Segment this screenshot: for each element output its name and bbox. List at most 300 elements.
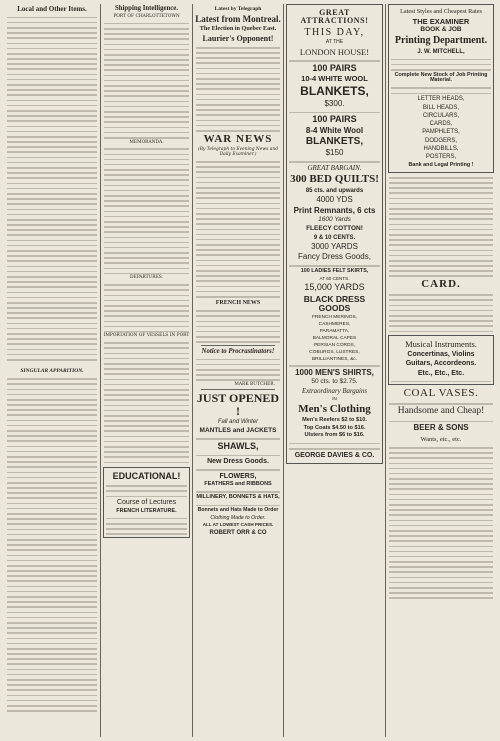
text-line bbox=[389, 520, 493, 522]
text-line bbox=[196, 469, 280, 471]
text-line bbox=[7, 68, 97, 70]
war-news-byline: (By Telegraph to Evening News and Daily Examiner.) bbox=[197, 147, 279, 158]
text-line bbox=[104, 373, 189, 375]
text-line bbox=[104, 23, 189, 25]
text-line bbox=[7, 580, 97, 582]
text-line bbox=[389, 468, 493, 470]
text-line bbox=[7, 89, 97, 91]
text-line bbox=[196, 455, 280, 457]
ad-line: MANTLES and JACKETS bbox=[199, 426, 277, 434]
text-line bbox=[7, 307, 97, 309]
text-line bbox=[104, 310, 189, 312]
text-line bbox=[389, 224, 493, 226]
ad-line: 300 BED QUILTS! bbox=[290, 173, 379, 186]
text-line bbox=[7, 43, 97, 45]
text-line bbox=[7, 451, 97, 453]
text-line bbox=[7, 349, 97, 351]
ad-line: BILL HEADS, bbox=[422, 104, 460, 111]
text-line bbox=[7, 409, 97, 411]
text-line bbox=[289, 112, 380, 114]
text-line bbox=[7, 534, 97, 536]
ad-line: GREAT ATTRACTIONS! bbox=[300, 8, 369, 26]
text-line bbox=[389, 561, 493, 563]
departures-heading: DEPARTURES. bbox=[129, 275, 164, 281]
text-line bbox=[7, 435, 97, 437]
text-line bbox=[104, 185, 189, 187]
text-line bbox=[104, 394, 189, 396]
text-line bbox=[196, 249, 280, 251]
text-line bbox=[7, 674, 97, 676]
ad-line: Bonnets and Hats Made to Order bbox=[197, 507, 279, 514]
text-line bbox=[196, 57, 280, 59]
text-line bbox=[7, 110, 97, 112]
ad-line: ALL AT LOWEST CASH PRICES. bbox=[202, 522, 274, 527]
text-line bbox=[289, 443, 380, 445]
examiner-ad bbox=[388, 4, 494, 173]
ad-line: Men's Reefers $2 to $10. bbox=[302, 416, 367, 423]
text-line bbox=[104, 410, 189, 412]
subheadline: The Election in Quebec East. bbox=[199, 25, 277, 33]
text-line bbox=[196, 161, 280, 163]
text-line bbox=[7, 466, 97, 468]
text-line bbox=[7, 492, 97, 494]
ad-line: CARDS, bbox=[429, 121, 453, 128]
coal-heading: COAL VASES. bbox=[403, 387, 479, 400]
text-line bbox=[7, 420, 97, 422]
text-line bbox=[7, 684, 97, 686]
text-line bbox=[389, 551, 493, 553]
text-line bbox=[196, 73, 280, 75]
text-line bbox=[104, 305, 189, 307]
card-heading: CARD. bbox=[421, 278, 461, 291]
text-line bbox=[7, 529, 97, 531]
text-line bbox=[104, 69, 189, 71]
ad-line: AT 60 CENTS. bbox=[319, 275, 350, 281]
ad-line: Top Coats $4.50 to $16. bbox=[303, 424, 366, 431]
text-line bbox=[104, 33, 189, 35]
text-line bbox=[7, 115, 97, 117]
text-line bbox=[196, 234, 280, 236]
text-line bbox=[104, 321, 189, 323]
text-line bbox=[7, 523, 97, 525]
text-line bbox=[104, 49, 189, 51]
text-line bbox=[7, 209, 97, 211]
text-line bbox=[104, 295, 189, 297]
ad-line: HANDBILLS, bbox=[423, 146, 459, 153]
text-line bbox=[389, 447, 493, 449]
text-line bbox=[196, 364, 280, 366]
text-line bbox=[196, 177, 280, 179]
text-line bbox=[7, 539, 97, 541]
text-line bbox=[7, 456, 97, 458]
text-line bbox=[196, 218, 280, 220]
text-line bbox=[389, 203, 493, 205]
text-line bbox=[196, 244, 280, 246]
text-line bbox=[196, 166, 280, 168]
ad-line: FLOWERS, bbox=[219, 472, 257, 480]
text-line bbox=[7, 425, 97, 427]
ad-line: LONDON HOUSE! bbox=[299, 46, 370, 57]
text-line bbox=[391, 93, 491, 95]
text-line bbox=[7, 606, 97, 608]
text-line bbox=[7, 354, 97, 356]
text-line bbox=[389, 325, 493, 327]
text-line bbox=[7, 58, 97, 60]
ad-line: Complete New Stock of Job Printing Material. bbox=[394, 71, 488, 84]
text-line bbox=[104, 116, 189, 118]
text-line bbox=[389, 299, 493, 301]
text-line bbox=[104, 273, 189, 275]
text-line bbox=[389, 320, 493, 322]
text-line bbox=[196, 104, 280, 106]
text-line bbox=[7, 617, 97, 619]
ad-subject: FRENCH LITERATURE. bbox=[116, 507, 177, 514]
text-line bbox=[104, 436, 189, 438]
text-line bbox=[7, 601, 97, 603]
text-line bbox=[389, 587, 493, 589]
ad-line: CIRCULARS, bbox=[422, 112, 460, 119]
ad-signature: GEORGE DAVIES & CO. bbox=[294, 451, 375, 459]
text-line bbox=[389, 305, 493, 307]
ad-line: LETTER HEADS, bbox=[417, 96, 465, 103]
text-line bbox=[196, 229, 280, 231]
text-line bbox=[389, 509, 493, 511]
text-line bbox=[7, 193, 97, 195]
memoranda-heading: MEMORANDA. bbox=[129, 139, 164, 145]
text-line bbox=[389, 577, 493, 579]
text-line bbox=[104, 90, 189, 92]
text-line bbox=[389, 483, 493, 485]
text-line bbox=[104, 28, 189, 30]
text-line bbox=[7, 648, 97, 650]
text-line bbox=[104, 226, 189, 228]
text-line bbox=[391, 381, 491, 383]
ad-line: PAMPHLETS, bbox=[422, 129, 460, 136]
text-line bbox=[389, 310, 493, 312]
text-line bbox=[389, 270, 493, 272]
text-line bbox=[7, 518, 97, 520]
text-line bbox=[7, 260, 97, 262]
text-line bbox=[7, 359, 97, 361]
text-line bbox=[104, 179, 189, 181]
notice-signature: MARK BUTCHER. bbox=[234, 381, 275, 387]
text-line bbox=[196, 296, 280, 298]
text-line bbox=[389, 473, 493, 475]
text-line bbox=[196, 114, 280, 116]
text-line bbox=[106, 496, 187, 498]
text-line bbox=[7, 255, 97, 257]
ad-signature: ROBERT ORR & CO bbox=[209, 529, 267, 536]
text-line bbox=[7, 245, 97, 247]
just-opened-heading: JUST OPENED ! bbox=[196, 391, 280, 418]
ad-line: BRILLIANTINES, &c. bbox=[311, 356, 358, 362]
text-line bbox=[104, 326, 189, 328]
text-line bbox=[7, 183, 97, 185]
text-line bbox=[389, 592, 493, 594]
ad-subheading: Course of Lectures bbox=[116, 499, 177, 507]
text-line bbox=[7, 700, 97, 702]
text-line bbox=[289, 60, 380, 62]
text-line bbox=[389, 260, 493, 262]
text-line bbox=[104, 342, 189, 344]
text-line bbox=[7, 53, 97, 55]
ad-line: Fall and Winter bbox=[217, 419, 259, 426]
divider bbox=[201, 345, 275, 346]
text-line bbox=[389, 229, 493, 231]
text-line bbox=[389, 331, 493, 333]
text-line bbox=[289, 161, 380, 163]
text-line bbox=[7, 266, 97, 268]
ad-line: MILLINERY, BONNETS & HATS, bbox=[196, 494, 280, 501]
text-line bbox=[104, 462, 189, 464]
port-heading: PORT OF CHARLOTTETOWN bbox=[113, 14, 180, 19]
text-line bbox=[196, 491, 280, 493]
text-line bbox=[7, 394, 97, 396]
text-line bbox=[196, 310, 280, 312]
ad-line: Ulsters from $6 to $16. bbox=[304, 432, 365, 439]
text-line bbox=[104, 252, 189, 254]
divider bbox=[201, 389, 275, 390]
text-line bbox=[196, 341, 280, 343]
ad-line: 100 LADIES FELT SKIRTS, bbox=[300, 267, 369, 274]
ad-line: FRENCH MERINOS, bbox=[311, 314, 358, 320]
text-line bbox=[7, 27, 97, 29]
text-line bbox=[104, 111, 189, 113]
text-line bbox=[7, 17, 97, 19]
text-line bbox=[7, 188, 97, 190]
text-line bbox=[389, 488, 493, 490]
text-line bbox=[7, 151, 97, 153]
text-line bbox=[7, 234, 97, 236]
ad-line: AT THE bbox=[325, 39, 344, 46]
text-line bbox=[196, 254, 280, 256]
text-line bbox=[389, 452, 493, 454]
text-line bbox=[196, 203, 280, 205]
text-line bbox=[389, 192, 493, 194]
text-line bbox=[104, 368, 189, 370]
text-line bbox=[389, 514, 493, 516]
text-line bbox=[7, 297, 97, 299]
text-line bbox=[196, 213, 280, 215]
text-line bbox=[7, 508, 97, 510]
text-line bbox=[104, 237, 189, 239]
ad-line: PARAMATTA, bbox=[319, 328, 350, 334]
text-line bbox=[7, 312, 97, 314]
text-line bbox=[104, 154, 189, 156]
text-line bbox=[389, 187, 493, 189]
text-line bbox=[389, 265, 493, 267]
text-line bbox=[7, 591, 97, 593]
text-line bbox=[7, 203, 97, 205]
text-line bbox=[104, 101, 189, 103]
text-line bbox=[7, 157, 97, 159]
text-line bbox=[391, 64, 491, 66]
text-line bbox=[7, 710, 97, 712]
text-line bbox=[7, 596, 97, 598]
text-line bbox=[391, 69, 491, 71]
ad-line: FEATHERS and RIBBONS bbox=[204, 481, 272, 488]
text-line bbox=[7, 32, 97, 34]
text-line bbox=[7, 198, 97, 200]
text-line bbox=[106, 528, 187, 530]
body-text bbox=[6, 17, 98, 737]
ad-line: BOOK & JOB bbox=[420, 26, 462, 34]
text-line bbox=[7, 224, 97, 226]
text-line bbox=[7, 399, 97, 401]
text-line bbox=[104, 399, 189, 401]
ad-line: GREAT BARGAIN. bbox=[307, 164, 362, 173]
text-line bbox=[389, 250, 493, 252]
text-line bbox=[104, 169, 189, 171]
text-line bbox=[104, 315, 189, 317]
text-line bbox=[389, 540, 493, 542]
text-line bbox=[196, 99, 280, 101]
text-line bbox=[104, 75, 189, 77]
text-line bbox=[7, 482, 97, 484]
text-line bbox=[104, 363, 189, 365]
text-line bbox=[389, 556, 493, 558]
text-line bbox=[7, 136, 97, 138]
text-line bbox=[196, 280, 280, 282]
text-line bbox=[7, 338, 97, 340]
text-line bbox=[104, 379, 189, 381]
text-line bbox=[104, 159, 189, 161]
text-line bbox=[7, 333, 97, 335]
text-line bbox=[7, 404, 97, 406]
text-line bbox=[106, 490, 187, 492]
text-line bbox=[389, 177, 493, 179]
text-line bbox=[104, 59, 189, 61]
text-line bbox=[104, 451, 189, 453]
text-line bbox=[389, 239, 493, 241]
text-line bbox=[104, 353, 189, 355]
text-line bbox=[196, 109, 280, 111]
text-line bbox=[196, 192, 280, 194]
text-line bbox=[7, 167, 97, 169]
text-line bbox=[7, 323, 97, 325]
ad-line: Bank and Legal Printing ! bbox=[408, 161, 474, 168]
text-line bbox=[104, 257, 189, 259]
text-line bbox=[7, 560, 97, 562]
text-line bbox=[7, 131, 97, 133]
ad-line: CASHMERES, bbox=[318, 321, 351, 327]
text-line bbox=[389, 218, 493, 220]
text-line bbox=[7, 240, 97, 242]
text-line bbox=[389, 403, 493, 405]
text-line bbox=[389, 275, 493, 277]
text-line bbox=[104, 347, 189, 349]
text-line bbox=[389, 457, 493, 459]
text-line bbox=[196, 182, 280, 184]
text-line bbox=[196, 120, 280, 122]
text-line bbox=[104, 200, 189, 202]
text-line bbox=[7, 643, 97, 645]
text-line bbox=[7, 565, 97, 567]
text-line bbox=[7, 177, 97, 179]
text-line bbox=[104, 137, 189, 139]
text-line bbox=[7, 663, 97, 665]
headline: Latest from Montreal. bbox=[195, 14, 281, 24]
text-line bbox=[104, 405, 189, 407]
text-line bbox=[7, 477, 97, 479]
text-line bbox=[7, 317, 97, 319]
ad-line: 15,000 YARDS bbox=[304, 282, 365, 293]
text-line bbox=[7, 281, 97, 283]
text-line bbox=[7, 503, 97, 505]
text-line bbox=[104, 446, 189, 448]
ad-line: 3000 YARDS bbox=[311, 241, 358, 251]
text-line bbox=[7, 669, 97, 671]
text-line bbox=[7, 555, 97, 557]
text-line bbox=[7, 48, 97, 50]
ad-line: POSTERS, bbox=[425, 154, 457, 161]
ad-line: 9 & 10 CENTS. bbox=[313, 234, 356, 241]
text-line bbox=[104, 262, 189, 264]
text-line bbox=[196, 286, 280, 288]
text-line bbox=[389, 499, 493, 501]
text-line bbox=[389, 504, 493, 506]
ad-line: Guitars, Accordeons. bbox=[405, 360, 477, 368]
text-line bbox=[7, 689, 97, 691]
text-line bbox=[104, 106, 189, 108]
text-line bbox=[389, 463, 493, 465]
text-line bbox=[196, 83, 280, 85]
text-line bbox=[106, 485, 187, 487]
text-line bbox=[7, 430, 97, 432]
text-line bbox=[196, 315, 280, 317]
text-line bbox=[104, 95, 189, 97]
text-line bbox=[7, 627, 97, 629]
text-line bbox=[7, 414, 97, 416]
section-title: Local and Other Items. bbox=[17, 5, 87, 13]
text-line bbox=[7, 632, 97, 634]
text-line bbox=[7, 214, 97, 216]
text-line bbox=[7, 575, 97, 577]
text-line bbox=[7, 440, 97, 442]
text-line bbox=[7, 94, 97, 96]
column-examiner bbox=[386, 4, 496, 737]
text-line bbox=[289, 448, 380, 450]
text-line bbox=[106, 523, 187, 525]
ad-line: COBURGS, LUSTRES, bbox=[309, 349, 360, 355]
text-line bbox=[104, 456, 189, 458]
ad-line: 100 PAIRS bbox=[312, 62, 357, 73]
text-line bbox=[389, 213, 493, 215]
section-title: Latest by Telegraph bbox=[214, 6, 262, 12]
ad-line: Print Remnants, 6 cts bbox=[293, 205, 376, 215]
ad-line: Clothing Made to Order. bbox=[210, 514, 266, 521]
ad-line: Fancy Dress Goods, bbox=[298, 252, 371, 262]
ad-line: 1600 Yards bbox=[318, 216, 351, 223]
notice-heading: Notice to Procrastinators! bbox=[201, 347, 275, 355]
text-line bbox=[7, 653, 97, 655]
text-line bbox=[7, 292, 97, 294]
text-line bbox=[7, 79, 97, 81]
text-line bbox=[7, 141, 97, 143]
text-line bbox=[196, 68, 280, 70]
text-line bbox=[106, 518, 187, 520]
text-line bbox=[104, 121, 189, 123]
text-line bbox=[7, 84, 97, 86]
ad-line: BLANKETS, bbox=[305, 135, 364, 147]
text-line bbox=[7, 472, 97, 474]
text-line bbox=[196, 270, 280, 272]
ad-line: 100 PAIRS bbox=[312, 114, 357, 125]
text-line bbox=[389, 478, 493, 480]
text-line bbox=[104, 247, 189, 249]
text-line bbox=[7, 622, 97, 624]
ad-line: BLACK DRESS GOODS bbox=[303, 293, 366, 313]
